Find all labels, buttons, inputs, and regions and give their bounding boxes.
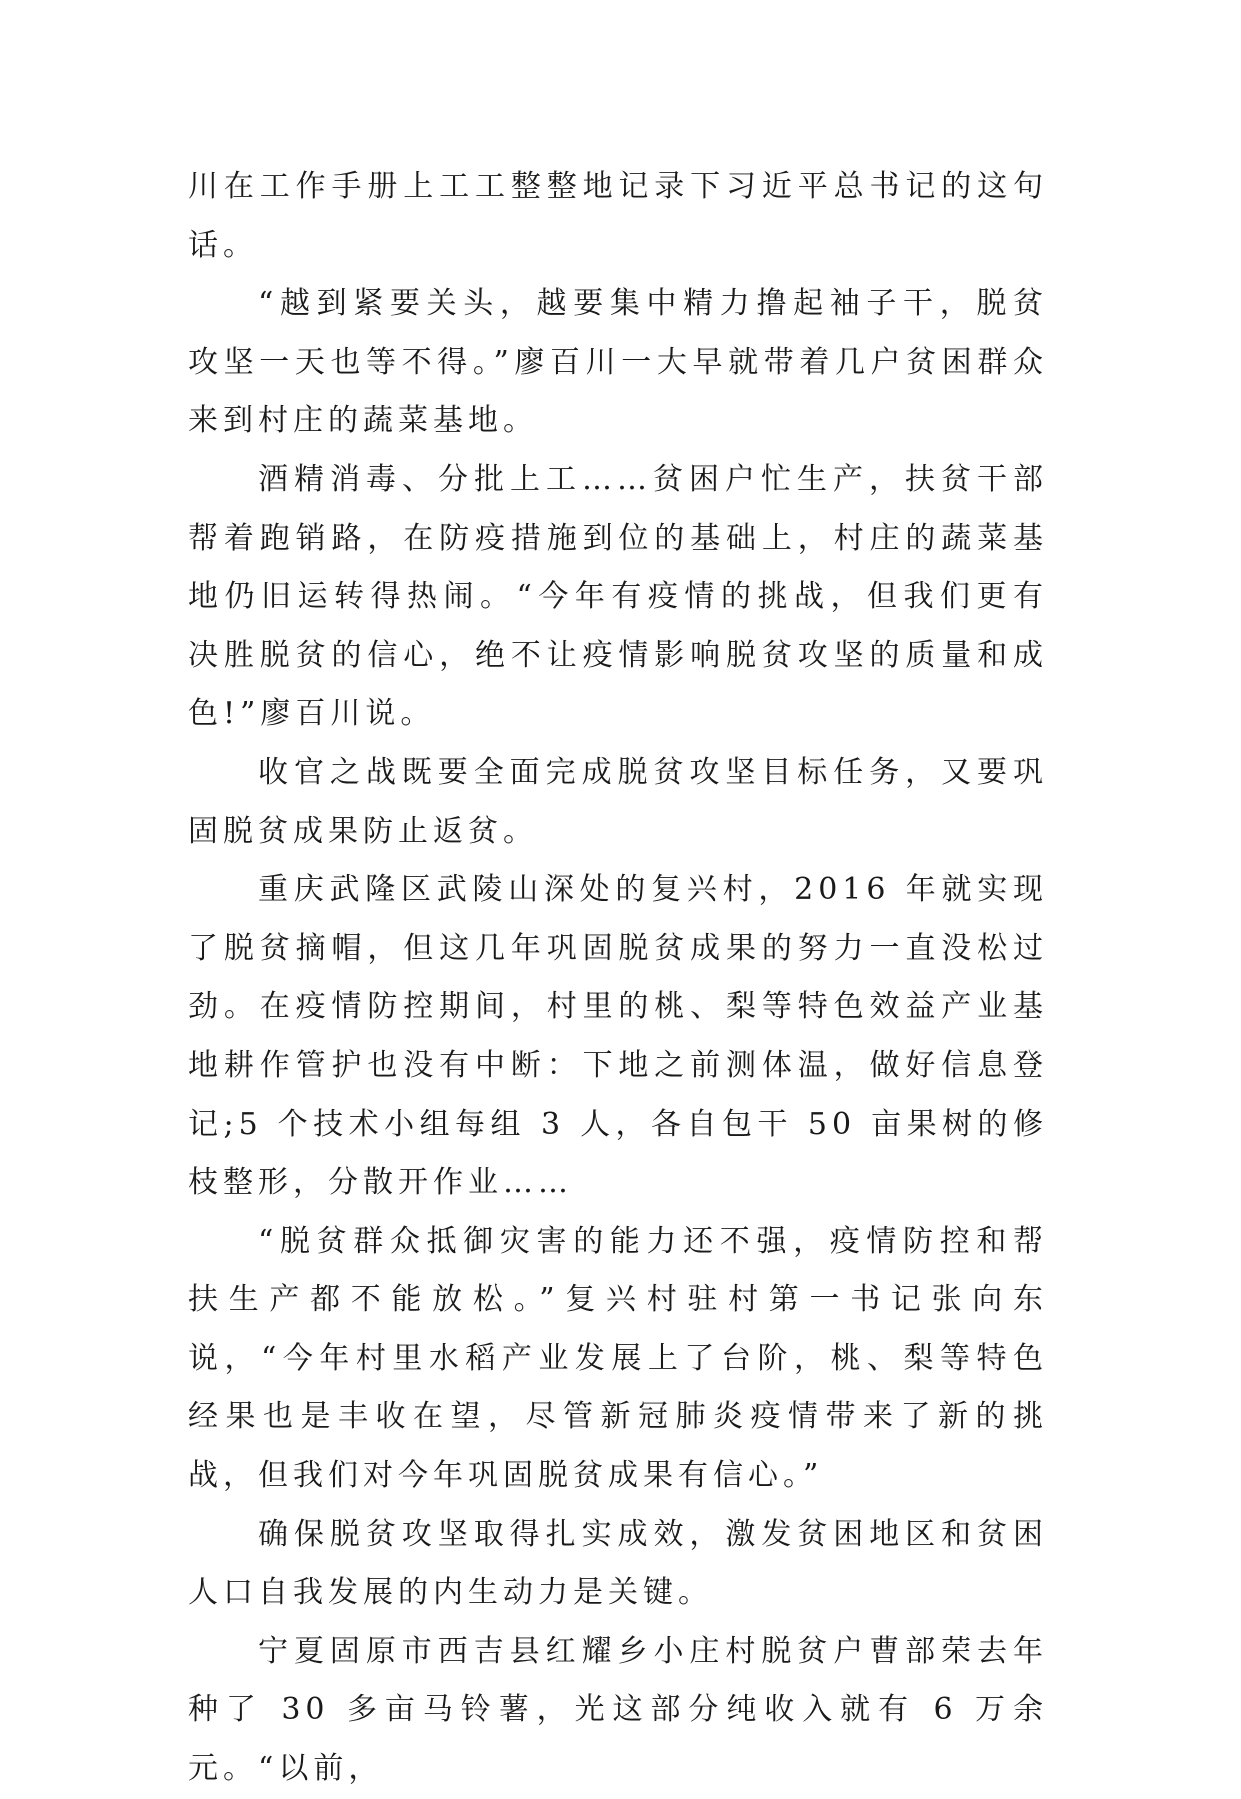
paragraph: 宁夏固原市西吉县红耀乡小庄村脱贫户曹部荣去年种了 30 多亩马铃薯，光这部分纯收入就有 6 万余元。“以前，: [188, 1633, 1048, 1787]
document-body: [188, 158, 1048, 1799]
paragraph: 酒精消毒、分批上工……贫困户忙生产，扶贫干部帮着跑销路，在防疫措施到位的基础上，村庄的蔬菜基地仍旧运转得热闹。“今年有疫情的挑战，但我们更有决胜脱贫的信心，绝不让疫情影响脱贫攻坚的质量和成色!”廖百川说。: [188, 461, 1048, 732]
paragraph-continuation: 川在工作手册上工工整整地记录下习近平总书记的这句话。: [188, 169, 1048, 263]
paragraph: “越到紧要关头，越要集中精力撸起袖子干，脱贫攻坚一天也等不得。”廖百川一大早就带着几户贫困群众来到村庄的蔬菜基地。: [188, 286, 1048, 439]
paragraph: 确保脱贫攻坚取得扎实成效，激发贫困地区和贫困人口自我发展的内生动力是关键。: [188, 1516, 1048, 1611]
paragraph: “脱贫群众抵御灾害的能力还不强，疫情防控和帮扶生产都不能放松。”复兴村驻村第一书记张向东说，“今年村里水稻产业发展上了台阶，桃、梨等特色经果也是丰收在望，尽管新冠肺炎疫情带来了新的挑战，但我们对今年巩固脱贫成果有信心。”: [188, 1223, 1048, 1494]
paragraph: 收官之战既要全面完成脱贫攻坚目标任务，又要巩固脱贫成果防止返贫。: [188, 754, 1048, 849]
paragraph: 重庆武隆区武陵山深处的复兴村，2016 年就实现了脱贫摘帽，但这几年巩固脱贫成果的努力一直没松过劲。在疫情防控期间，村里的桃、梨等特色效益产业基地耕作管护也没有中断：下地之前测体温，做好信息登记;5 个技术小组每组 3 人，各自包干 50 亩果树的修枝整形，分散开作业……: [188, 872, 1048, 1201]
